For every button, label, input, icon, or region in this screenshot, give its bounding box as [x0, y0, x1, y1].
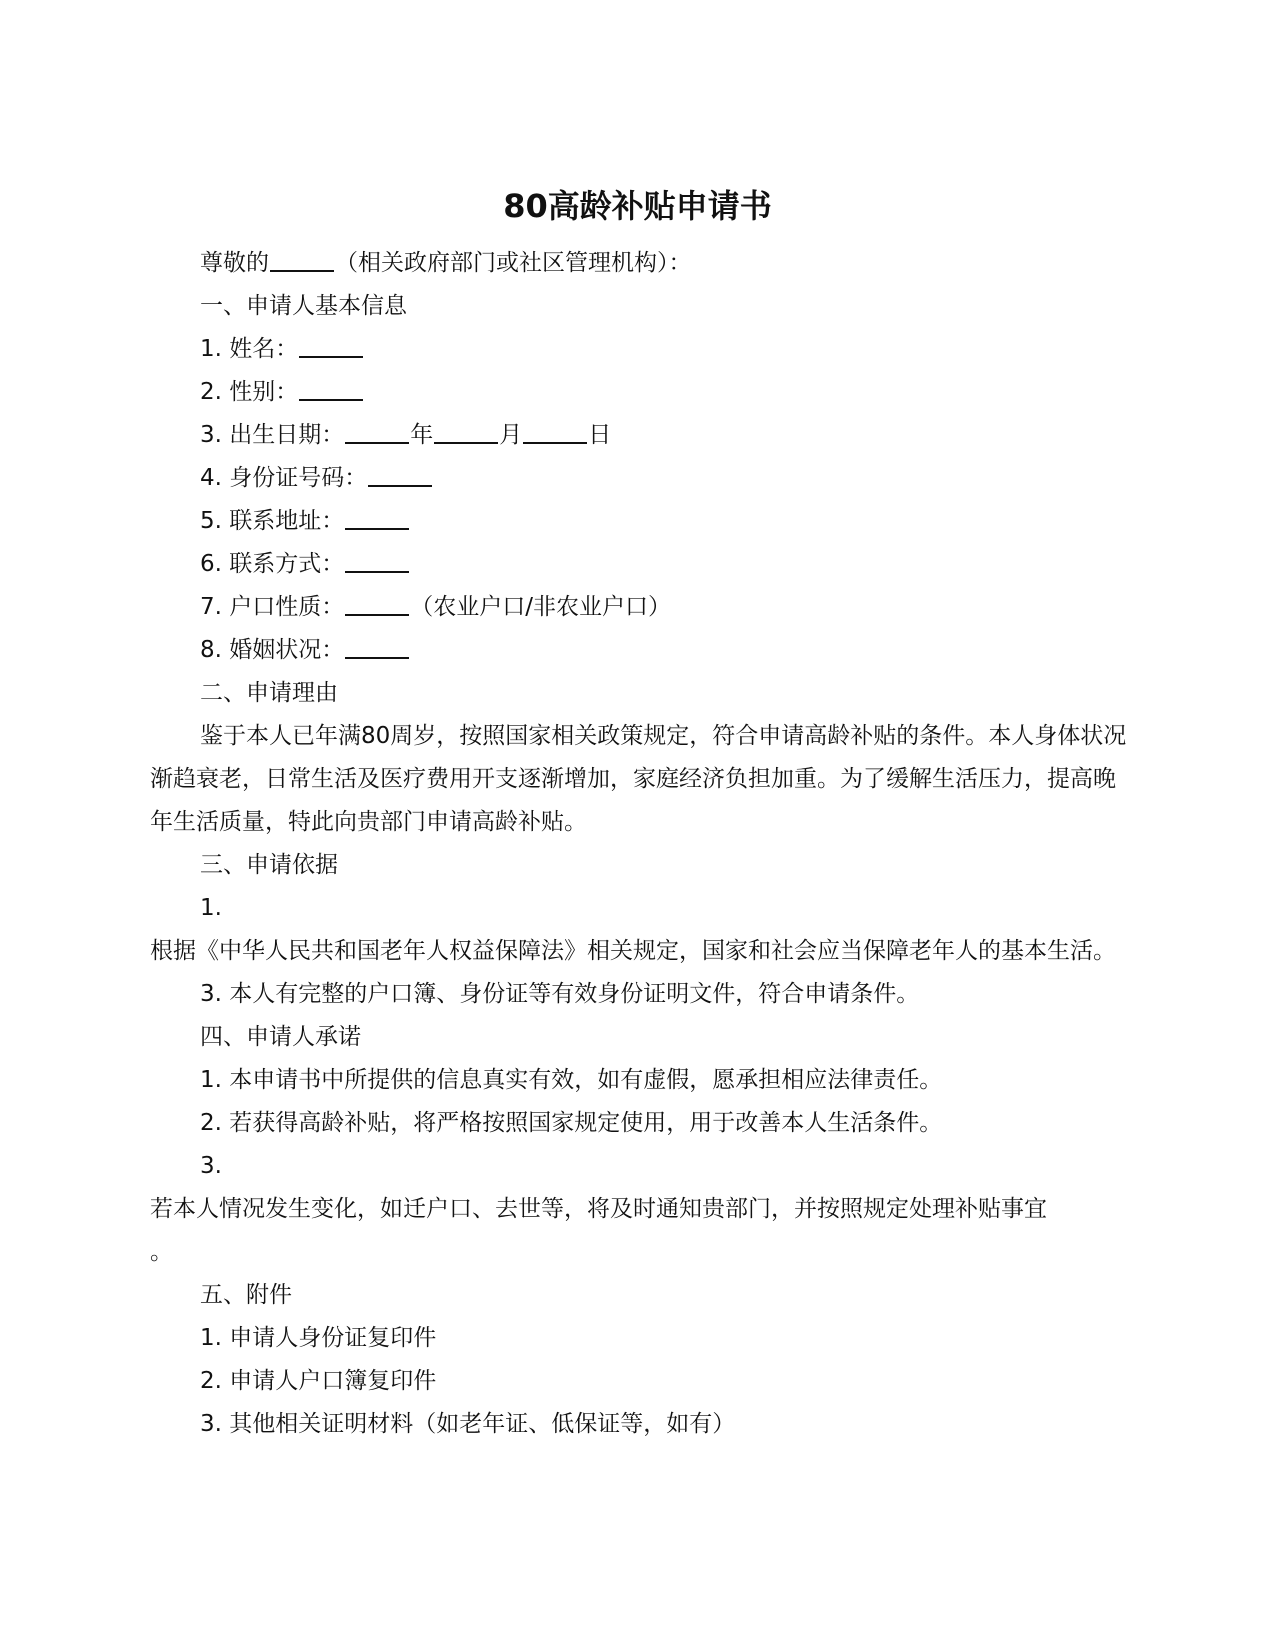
document-title: 80高龄补贴申请书: [503, 187, 772, 225]
promise-3-number: 3.: [200, 1153, 222, 1179]
blank-line: [345, 656, 409, 659]
basis-1-text: 根据《中华人民共和国老年人权益保障法》相关规定，国家和社会应当保障老年人的基本生活。: [150, 938, 1116, 964]
unit-day: 日: [588, 422, 612, 448]
attachment-3: 3. 其他相关证明材料（如老年证、低保证等，如有）: [200, 1411, 736, 1437]
hukou-options: （农业户口/非农业户口）: [410, 594, 672, 620]
unit-year: 年: [410, 422, 434, 448]
blank-line: [345, 527, 409, 530]
basis-1-number: 1.: [200, 895, 222, 921]
field-birth-row: [150, 414, 1130, 457]
blank-line: [345, 441, 409, 444]
section-2-heading: 二、申请理由: [200, 680, 338, 706]
field-contact-row: [150, 543, 1130, 586]
blank-line: [270, 269, 334, 272]
promise-3-text: 若本人情况发生变化，如迁户口、去世等，将及时通知贵部门，并按照规定处理补贴事宜: [150, 1196, 1047, 1222]
salutation-after: （相关政府部门或社区管理机构）：: [335, 250, 692, 276]
unit-month: 月: [499, 422, 523, 448]
section-1-heading: 一、申请人基本信息: [200, 293, 407, 319]
field-marital-label: 8. 婚姻状况：: [200, 637, 345, 663]
field-address-row: [150, 500, 1130, 543]
promise-2: 2. 若获得高龄补贴，将严格按照国家规定使用，用于改善本人生活条件。: [200, 1110, 943, 1136]
attachment-1: 1. 申请人身份证复印件: [200, 1325, 437, 1351]
field-hukou-row: [150, 586, 1130, 629]
field-contact-label: 6. 联系方式：: [200, 551, 345, 577]
section-4-heading: 四、申请人承诺: [200, 1024, 361, 1050]
section-3-heading: 三、申请依据: [200, 852, 338, 878]
blank-line: [299, 398, 363, 401]
field-hukou-label: 7. 户口性质：: [200, 594, 345, 620]
field-id-row: [150, 457, 1130, 500]
basis-3: 3. 本人有完整的户口簿、身份证等有效身份证明文件，符合申请条件。: [200, 981, 920, 1007]
blank-line: [299, 355, 363, 358]
salutation-before: 尊敬的: [200, 250, 269, 276]
reason-paragraph: 鉴于本人已年满80周岁，按照国家相关政策规定，符合申请高龄补贴的条件。本人身体状况渐趋衰老，日常生活及医疗费用开支逐渐增加，家庭经济负担加重。为了缓解生活压力，提高晚年生活质量，特此向贵部门申请高龄补贴。: [150, 723, 1127, 835]
field-gender-row: [150, 371, 1130, 414]
field-id-label: 4. 身份证号码：: [200, 465, 368, 491]
blank-line: [345, 613, 409, 616]
field-name-row: [150, 328, 1130, 371]
blank-line: [434, 441, 498, 444]
attachment-2: 2. 申请人户口簿复印件: [200, 1368, 437, 1394]
field-birth-label: 3. 出生日期：: [200, 422, 345, 448]
salutation-line: [150, 242, 1130, 285]
field-gender-label: 2. 性别：: [200, 379, 299, 405]
section-5-heading: 五、附件: [200, 1282, 292, 1308]
promise-3-end: 。: [150, 1239, 173, 1265]
field-address-label: 5. 联系地址：: [200, 508, 345, 534]
document-body: [150, 242, 1130, 1446]
field-marital-row: [150, 629, 1130, 672]
blank-line: [523, 441, 587, 444]
promise-1: 1. 本申请书中所提供的信息真实有效，如有虚假，愿承担相应法律责任。: [200, 1067, 943, 1093]
field-name-label: 1. 姓名：: [200, 336, 299, 362]
blank-line: [345, 570, 409, 573]
blank-line: [368, 484, 432, 487]
